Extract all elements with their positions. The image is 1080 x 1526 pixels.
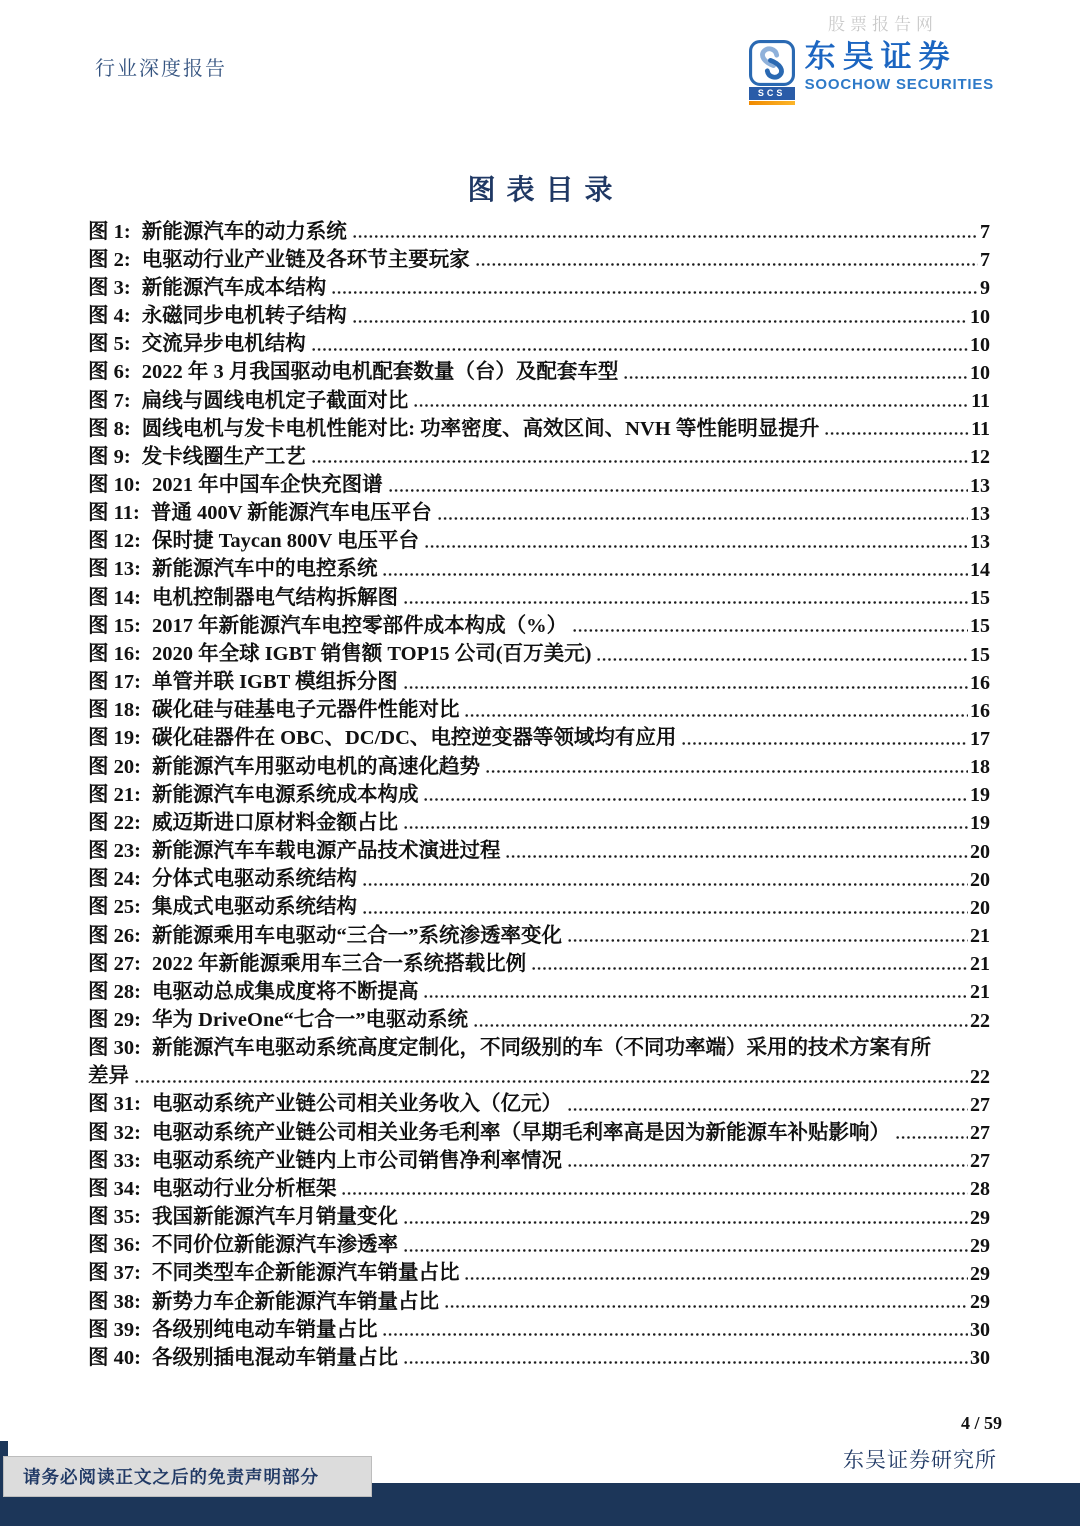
toc-entry-label: 图 23:	[88, 840, 141, 863]
toc-entry-label: 图 12:	[88, 530, 141, 553]
toc-entry[interactable]	[88, 835, 990, 863]
toc-page-number: 12	[970, 446, 990, 469]
toc-entry[interactable]	[88, 920, 990, 948]
toc-page-number: 13	[970, 474, 990, 497]
dot-leader	[895, 1136, 968, 1139]
toc-page-number: 27	[970, 1150, 990, 1173]
toc-entry[interactable]	[88, 976, 990, 1004]
dot-leader	[567, 1108, 968, 1111]
toc-page-number: 18	[970, 756, 990, 779]
soochow-securities-logo	[749, 40, 994, 105]
toc-entry-title: 新能源汽车成本结构	[141, 276, 327, 299]
toc-entry-label: 图 34:	[88, 1177, 141, 1200]
dot-leader	[485, 770, 968, 773]
toc-entry-label: 图 35:	[88, 1206, 141, 1229]
brand-name-en: SOOCHOW SECURITIES	[804, 76, 994, 93]
toc-entry[interactable]	[88, 1145, 990, 1173]
dot-leader	[567, 939, 968, 942]
toc-entry-title: 永磁同步电机转子结构	[141, 305, 347, 328]
toc-entry-label: 图 25:	[88, 896, 141, 919]
dot-leader	[352, 320, 968, 323]
toc-entry-label: 图 7:	[88, 389, 131, 412]
toc-page-number: 20	[970, 896, 990, 919]
toc-entry-title: 分体式电驱动系统结构	[151, 868, 357, 891]
toc-page-number: 22	[970, 1009, 990, 1032]
toc-entry-title: 我国新能源汽车月销量变化	[151, 1206, 398, 1229]
dot-leader	[134, 1080, 968, 1083]
toc-page-number: 14	[970, 559, 990, 582]
toc-entry[interactable]	[88, 498, 990, 526]
dot-leader	[341, 1192, 968, 1195]
toc-entry-title: 电机控制器电气结构拆解图	[151, 586, 398, 609]
toc-entry-title: 新能源汽车车载电源产品技术演进过程	[151, 840, 501, 863]
logo-scs-text: SCS	[749, 87, 795, 100]
toc-page-number: 7	[980, 249, 990, 272]
logo-badge	[749, 40, 795, 105]
report-type-label: 行业深度报告	[95, 58, 227, 80]
toc-page-number: 21	[970, 953, 990, 976]
toc-page-number: 19	[970, 784, 990, 807]
toc-entry-title: 发卡线圈生产工艺	[141, 445, 306, 468]
toc-entry[interactable]	[88, 469, 990, 497]
toc-entry-label: 图 36:	[88, 1234, 141, 1257]
dot-leader	[403, 1361, 968, 1364]
brand-name-cn: 东吴证券	[804, 39, 957, 74]
toc-entry[interactable]	[88, 667, 990, 695]
toc-entry-label: 图 2:	[88, 248, 131, 271]
toc-entry[interactable]	[88, 892, 990, 920]
toc-entry[interactable]	[88, 610, 990, 638]
toc-page-number: 30	[970, 1319, 990, 1342]
toc-page-number: 21	[970, 925, 990, 948]
toc-entry-title-continued: 差异	[88, 1065, 129, 1088]
toc-entry-title: 新能源汽车电源系统成本构成	[151, 783, 419, 806]
disclaimer-box	[3, 1456, 372, 1497]
disclaimer-text: 请务必阅读正文之后的免责声明部分	[23, 1467, 319, 1487]
toc-page-number: 22	[970, 1065, 990, 1088]
toc-page-number: 11	[971, 418, 990, 441]
dot-leader	[403, 686, 968, 689]
toc-entry-label: 图 40:	[88, 1346, 141, 1369]
toc-entry-label: 图 8:	[88, 417, 131, 440]
toc-page-number: 19	[970, 812, 990, 835]
toc-page-number: 15	[970, 643, 990, 666]
toc-entry[interactable]	[88, 1286, 990, 1314]
toc-entry-title: 新能源汽车中的电控系统	[151, 558, 378, 581]
toc-entry-title: 2020 年全球 IGBT 销售额 TOP15 公司(百万美元)	[151, 642, 592, 665]
dot-leader	[424, 545, 968, 548]
toc-entry[interactable]	[88, 751, 990, 779]
toc-entry-label: 图 24:	[88, 868, 141, 891]
dot-leader	[423, 995, 968, 998]
toc-entry[interactable]	[88, 723, 990, 751]
dot-leader	[444, 1305, 968, 1308]
dot-leader	[681, 742, 968, 745]
toc-entry-title: 电驱动行业产业链及各环节主要玩家	[141, 248, 470, 271]
toc-entry[interactable]	[88, 779, 990, 807]
dot-leader	[572, 629, 968, 632]
toc-entry-label: 图 9:	[88, 445, 131, 468]
toc-page-number: 29	[970, 1234, 990, 1257]
toc-entry-title: 2022 年新能源乘用车三合一系统搭载比例	[151, 952, 527, 975]
toc-entry-label: 图 6:	[88, 361, 131, 384]
toc-entry-continuation[interactable]	[88, 1061, 990, 1089]
toc-entry-label: 图 38:	[88, 1290, 141, 1313]
toc-page-number: 27	[970, 1122, 990, 1145]
dot-leader	[464, 714, 968, 717]
toc-page-number: 13	[970, 530, 990, 553]
toc-entry-title: 新能源乘用车电驱动“三合一”系统渗透率变化	[151, 924, 562, 947]
toc-entry-title: 电驱动系统产业链公司相关业务毛利率（早期毛利率高是因为新能源车补贴影响）	[151, 1121, 890, 1144]
toc-entry[interactable]	[88, 526, 990, 554]
toc-entry[interactable]	[88, 1004, 990, 1032]
toc-page-number: 29	[970, 1262, 990, 1285]
toc-entry-title: 单管并联 IGBT 模组拆分图	[151, 671, 398, 694]
figure-toc-list	[88, 216, 990, 1370]
toc-entry[interactable]	[88, 864, 990, 892]
toc-entry-title: 不同价位新能源汽车渗透率	[151, 1234, 398, 1257]
dot-leader	[824, 432, 969, 435]
toc-page-number: 10	[970, 305, 990, 328]
logo-orange-bar	[749, 101, 795, 105]
toc-page-number: 16	[970, 699, 990, 722]
toc-entry-label: 图 22:	[88, 811, 141, 834]
toc-entry[interactable]	[88, 638, 990, 666]
toc-entry-title: 电驱动系统产业链公司相关业务收入（亿元）	[151, 1093, 562, 1116]
toc-entry-label: 图 27:	[88, 952, 141, 975]
toc-page-number: 21	[970, 981, 990, 1004]
toc-entry-label: 图 29:	[88, 1008, 141, 1031]
toc-page-number: 13	[970, 502, 990, 525]
dot-leader	[331, 291, 978, 294]
toc-entry-title: 集成式电驱动系统结构	[151, 896, 357, 919]
toc-entry-title: 各级别插电混动车销量占比	[151, 1346, 398, 1369]
watermark-text: 股票报告网	[828, 15, 938, 34]
toc-page-number: 16	[970, 671, 990, 694]
dot-leader	[531, 967, 968, 970]
toc-entry-label: 图 31:	[88, 1093, 141, 1116]
toc-entry[interactable]	[88, 329, 990, 357]
toc-page-number: 28	[970, 1178, 990, 1201]
dot-leader	[362, 911, 968, 914]
page-number: 4 / 59	[960, 1413, 1002, 1433]
toc-entry-title: 新能源汽车的动力系统	[141, 220, 347, 243]
dot-leader	[623, 376, 968, 379]
toc-entry-label: 图 15:	[88, 614, 141, 637]
toc-entry-title: 碳化硅与硅基电子元器件性能对比	[151, 699, 460, 722]
toc-page-number: 15	[970, 615, 990, 638]
toc-entry-title: 华为 DriveOne“七合一”电驱动系统	[151, 1008, 468, 1031]
dot-leader	[311, 348, 968, 351]
toc-entry-label: 图 3:	[88, 276, 131, 299]
toc-entry-title: 碳化硅器件在 OBC、DC/DC、电控逆变器等领域均有应用	[151, 727, 677, 750]
toc-entry-label: 图 13:	[88, 558, 141, 581]
toc-entry-label: 图 30:	[88, 1037, 141, 1060]
toc-entry[interactable]	[88, 948, 990, 976]
dot-leader	[352, 235, 978, 238]
research-institute-label: 东吴证券研究所	[843, 1448, 997, 1472]
toc-entry[interactable]	[88, 695, 990, 723]
toc-page-number: 29	[970, 1291, 990, 1314]
toc-entry-label: 图 32:	[88, 1121, 141, 1144]
dot-leader	[475, 263, 978, 266]
dot-leader	[362, 883, 968, 886]
toc-entry[interactable]	[88, 385, 990, 413]
toc-entry[interactable]	[88, 413, 990, 441]
toc-entry-title: 电驱动总成集成度将不断提高	[151, 980, 419, 1003]
dot-leader	[388, 489, 968, 492]
toc-entry-label: 图 1:	[88, 220, 131, 243]
toc-page-number: 10	[970, 361, 990, 384]
toc-entry-label: 图 21:	[88, 783, 141, 806]
logo-names	[805, 40, 994, 93]
toc-entry[interactable]	[88, 300, 990, 328]
dot-leader	[423, 798, 968, 801]
toc-entry-title: 电驱动系统产业链内上市公司销售净利率情况	[151, 1149, 562, 1172]
toc-entry[interactable]	[88, 1117, 990, 1145]
toc-page-number: 27	[970, 1094, 990, 1116]
toc-entry[interactable]	[88, 1342, 990, 1370]
toc-entry-title: 新势力车企新能源汽车销量占比	[151, 1290, 439, 1313]
toc-entry-label: 图 10:	[88, 474, 141, 496]
toc-page-number: 20	[970, 868, 990, 891]
toc-entry[interactable]	[88, 441, 990, 469]
dot-leader	[505, 855, 968, 858]
toc-entry-label: 图 20:	[88, 755, 141, 778]
toc-entry[interactable]	[88, 244, 990, 272]
toc-entry-title: 2022 年 3 月我国驱动电机配套数量（台）及配套车型	[141, 361, 619, 384]
toc-entry[interactable]	[88, 1033, 990, 1061]
toc-entry-label: 图 11:	[88, 502, 140, 525]
toc-entry-label: 图 19:	[88, 727, 141, 750]
dot-leader	[403, 601, 968, 604]
toc-entry[interactable]	[88, 582, 990, 610]
toc-entry-label: 图 17:	[88, 671, 141, 694]
dot-leader	[403, 826, 968, 829]
dot-leader	[311, 460, 968, 463]
toc-page-number: 20	[970, 840, 990, 863]
toc-entry[interactable]	[88, 216, 990, 244]
toc-entry-label: 图 33:	[88, 1149, 141, 1172]
toc-entry[interactable]	[88, 357, 990, 385]
toc-entry[interactable]	[88, 807, 990, 835]
toc-entry-title: 威迈斯进口原材料金额占比	[151, 811, 398, 834]
toc-entry-title: 扁线与圆线电机定子截面对比	[141, 389, 409, 412]
toc-entry-title: 不同类型车企新能源汽车销量占比	[151, 1262, 460, 1285]
toc-entry-title: 普通 400V 新能源汽车电压平台	[150, 502, 432, 525]
toc-entry-title: 2017 年新能源汽车电控零部件成本构成（%）	[151, 614, 568, 637]
dot-leader	[403, 1249, 968, 1252]
toc-entry-title: 各级别纯电动车销量占比	[151, 1318, 378, 1341]
toc-entry[interactable]	[88, 1173, 990, 1201]
dot-leader	[413, 404, 969, 407]
toc-entry-title: 电驱动行业分析框架	[151, 1177, 337, 1200]
toc-entry-title: 新能源汽车用驱动电机的高速化趋势	[151, 755, 480, 778]
dot-leader	[437, 517, 968, 520]
dot-leader	[596, 658, 968, 661]
toc-entry[interactable]	[88, 272, 990, 300]
toc-entry-label: 图 4:	[88, 305, 131, 328]
toc-entry-title: 保时捷 Taycan 800V 电压平台	[151, 530, 420, 553]
toc-entry[interactable]	[88, 1258, 990, 1286]
dot-leader	[403, 1221, 968, 1224]
toc-entry[interactable]	[88, 1089, 990, 1117]
dot-leader	[464, 1277, 968, 1280]
toc-entry-label: 图 26:	[88, 924, 141, 947]
toc-title: 图表目录	[467, 175, 624, 206]
toc-entry-label: 图 5:	[88, 333, 131, 356]
toc-entry-title: 新能源汽车电驱动系统高度定制化，不同级别的车（不同功率端）采用的技术方案有所	[151, 1037, 931, 1060]
dot-leader	[567, 1164, 968, 1167]
toc-page-number: 10	[970, 333, 990, 356]
toc-entry-title: 圆线电机与发卡电机性能对比: 功率密度、高效区间、NVH 等性能明显提升	[141, 417, 820, 440]
toc-page-number: 11	[971, 390, 990, 413]
toc-entry-label: 图 37:	[88, 1262, 141, 1285]
toc-entry-label: 图 28:	[88, 980, 141, 1003]
toc-entry[interactable]	[88, 1201, 990, 1229]
logo-chain-icon	[749, 40, 795, 86]
dot-leader	[382, 573, 968, 576]
toc-page-number: 15	[970, 587, 990, 610]
toc-entry[interactable]	[88, 1314, 990, 1342]
toc-entry[interactable]	[88, 1230, 990, 1258]
toc-entry-label: 图 14:	[88, 586, 141, 609]
toc-page-number: 7	[980, 221, 990, 244]
toc-page-number: 30	[970, 1347, 990, 1370]
toc-page-number: 17	[970, 727, 990, 750]
dot-leader	[473, 1024, 968, 1027]
toc-entry-label: 图 39:	[88, 1318, 141, 1341]
toc-page-number: 9	[980, 277, 990, 300]
toc-entry-label: 图 16:	[88, 642, 141, 665]
toc-entry-title: 2021 年中国车企快充图谱	[151, 474, 383, 496]
toc-entry[interactable]	[88, 554, 990, 582]
toc-entry-title: 交流异步电机结构	[141, 333, 306, 356]
toc-entry-label: 图 18:	[88, 699, 141, 722]
toc-page-number: 29	[970, 1206, 990, 1229]
dot-leader	[382, 1333, 968, 1336]
